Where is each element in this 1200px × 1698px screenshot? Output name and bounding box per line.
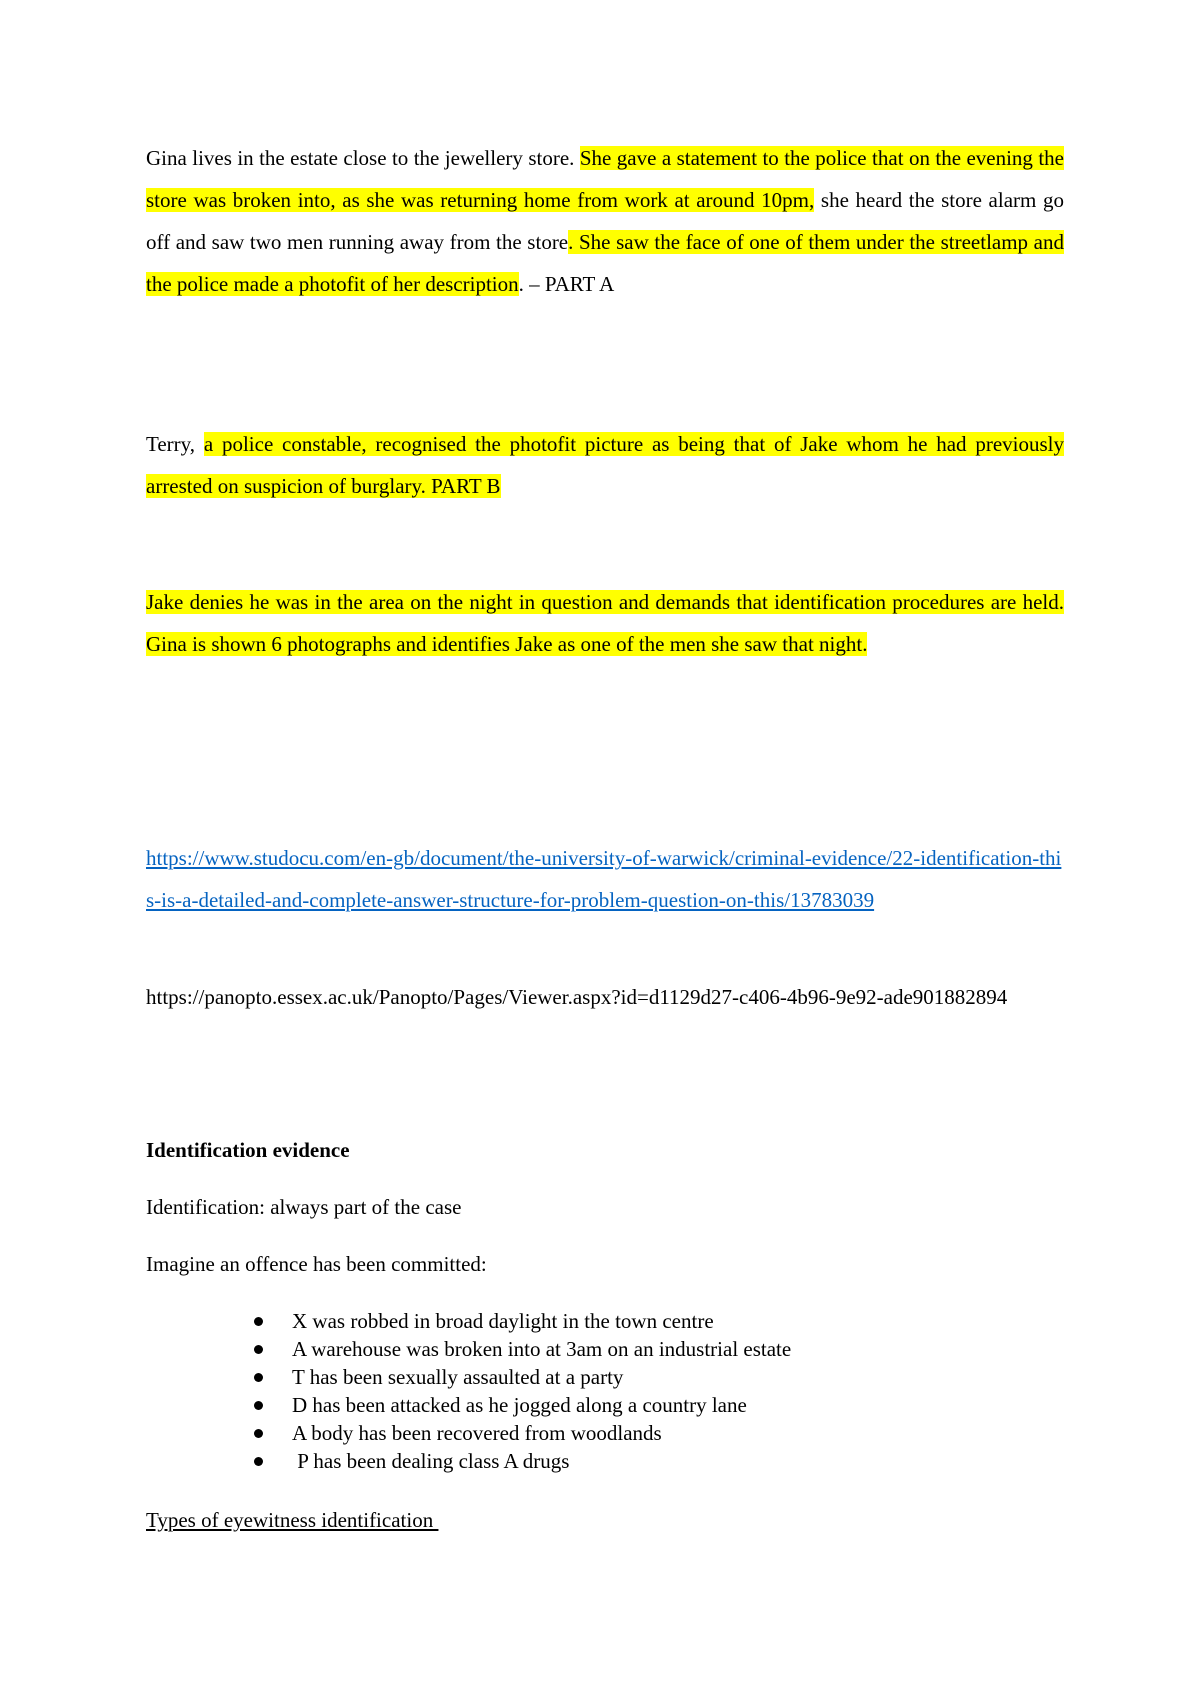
paragraph-terry [146, 423, 1064, 507]
paragraph-gina-statement [146, 137, 1064, 305]
list-item [292, 1419, 791, 1447]
paragraph-jake [146, 581, 1064, 665]
bullet-icon [254, 1317, 263, 1326]
section-line-1: Identification: always part of the case [146, 1195, 462, 1219]
section-heading: Identification evidence [146, 1138, 350, 1162]
list-item [292, 1307, 791, 1335]
list-item [292, 1447, 791, 1475]
list-item-text: A body has been recovered from woodlands [292, 1421, 662, 1445]
bullet-icon [254, 1345, 263, 1354]
list-item-text: D has been attacked as he jogged along a country lane [292, 1393, 747, 1417]
bullet-icon [254, 1457, 263, 1466]
paragraph3-highlight: Jake denies he was in the area on the night in question and demands that identification procedures are held. Gina is shown 6 photographs and identifies Jake as one of the men she saw that night. [146, 590, 1064, 656]
bullet-icon [254, 1429, 263, 1438]
panopto-url: https://panopto.essex.ac.uk/Panopto/Pages/Viewer.aspx?id=d1129d27-c406-4b96-9e92-ade901882894 [146, 985, 1008, 1009]
paragraph2-highlight: a police constable, recognised the photofit picture as being that of Jake whom he had previously arrested on suspicion of burglary. PART B [146, 432, 1064, 498]
list-item [292, 1391, 791, 1419]
bullet-icon [254, 1401, 263, 1410]
list-item-text: X was robbed in broad daylight in the town centre [292, 1309, 714, 1333]
bullet-icon [254, 1373, 263, 1382]
paragraph2-sentence1: Terry, [146, 432, 204, 456]
section-subheading: Types of eyewitness identification [146, 1508, 439, 1532]
list-item-text: P has been dealing class A drugs [292, 1449, 570, 1473]
paragraph1-highlight1: She gave a statement to the police that on the evening the store was broken into, as she was returning home from work at around 10pm, [146, 146, 1064, 212]
list-item-text: A warehouse was broken into at 3am on an industrial estate [292, 1337, 792, 1361]
paragraph1-sentence1: Gina lives in the estate close to the jewellery store. [146, 146, 580, 170]
offence-list [146, 1307, 791, 1475]
list-item [292, 1335, 791, 1363]
list-item [292, 1363, 791, 1391]
section-line-2: Imagine an offence has been committed: [146, 1252, 487, 1276]
paragraph1-sentence3: she heard the store alarm go off and saw two men running away from the store [146, 188, 1064, 254]
studocu-link[interactable]: https://www.studocu.com/en-gb/document/the-university-of-warwick/criminal-evidence/22-identification-this-is-a-detailed-and-complete-answer-structure-for-problem-question-on-this/13783039 [146, 846, 1062, 912]
paragraph1-part-a: . – PART A [518, 272, 615, 296]
paragraph1-highlight2: . She saw the face of one of them under the streetlamp and the police made a photofit of her description [146, 230, 1064, 296]
studocu-link-paragraph [146, 837, 1064, 921]
list-item-text: T has been sexually assaulted at a party [292, 1365, 624, 1389]
